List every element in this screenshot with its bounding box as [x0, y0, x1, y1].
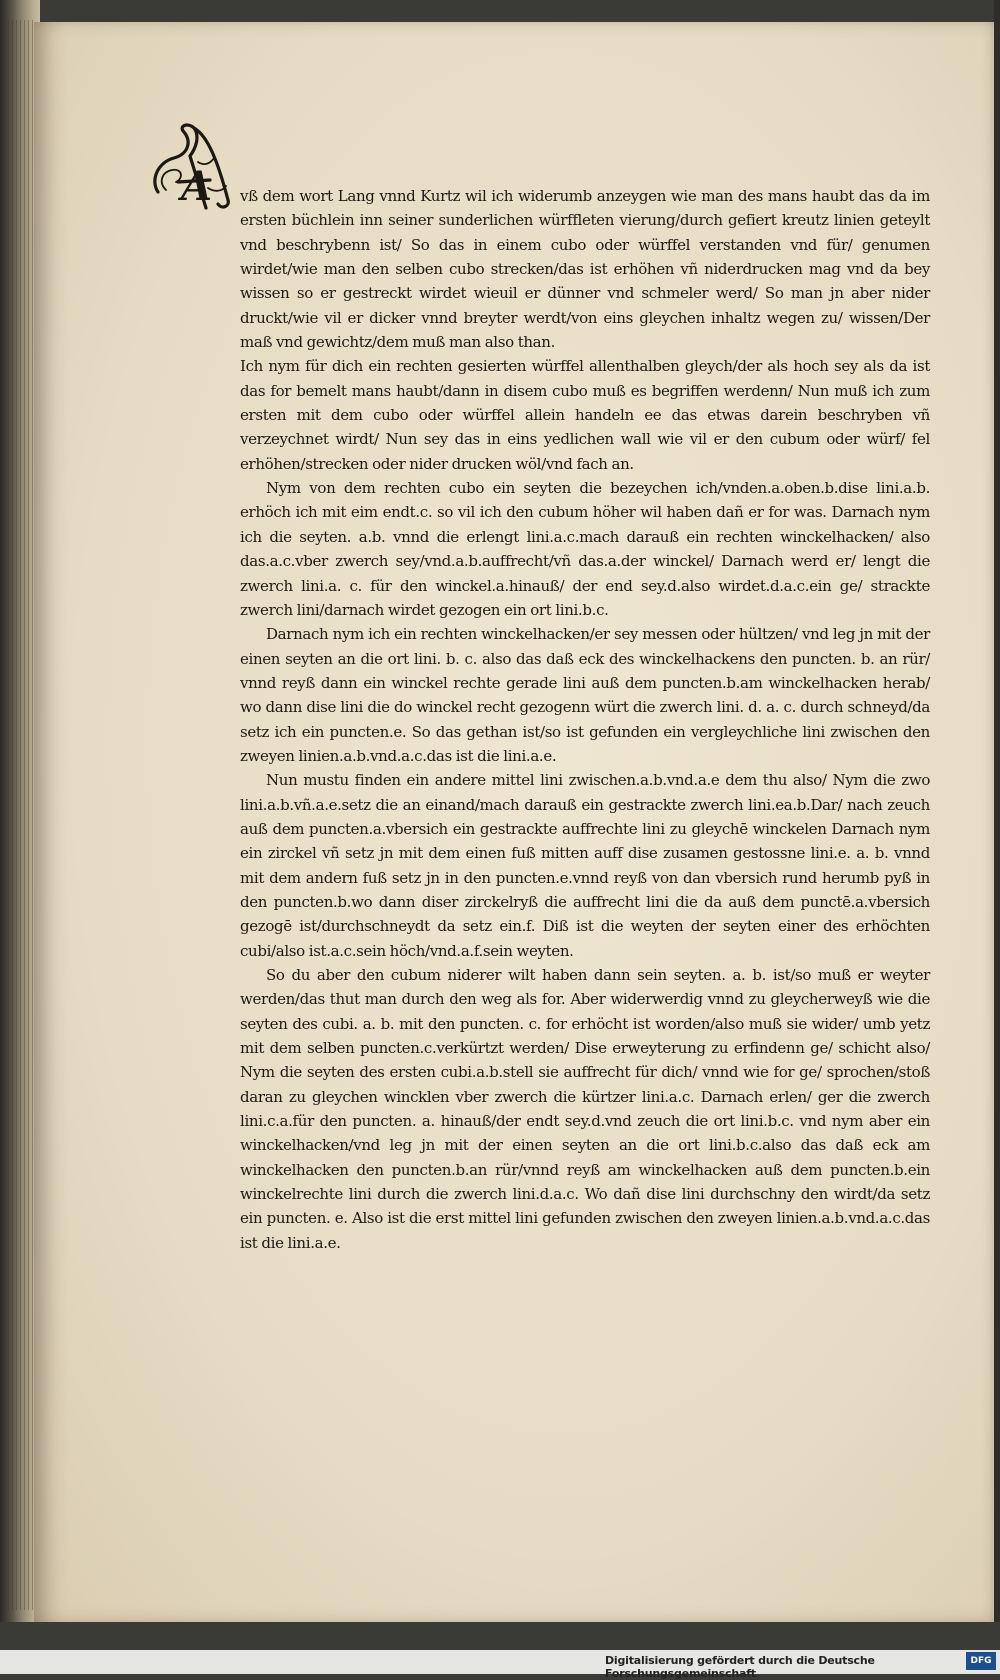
paragraph-5: Nun mustu finden ein andere mittel lini zwischen.a.b.vnd.a.e dem thu also/ Nym die zwo lini.a.b.vñ.a.e.setz die an einand/mach darauß ein gestrackte zwerch lini.ea.b.Dar/ nach zeuch auß dem puncten.a.vbersich ein gestrackte auffrechte lini zu gleychē winckelen Darnach nym ein zirckel vñ setz jn mit dem einen fuß mitten auff dise zusamen gestossne lini.e. a. b. vnnd mit dem andern fuß setz jn in den puncten.e.vnnd reyß von dan vbersich rund herumb pyß in den puncten.b.wo dann diser zirckelryß die auffrecht lini die da auß dem punctē.a.vbersich gezogē ist/durchschneydt da setz ein.f. Diß ist die weyten der seyten einer des erhöchten cubi/also ist.a.c.sein höch/vnd.a.f.sein weyten. [240, 771, 930, 960]
dfg-logo: DFG [966, 1652, 996, 1670]
scan-bottom-border [0, 1622, 1000, 1650]
paragraph-1: vß dem wort Lang vnnd Kurtz wil ich widerumb anzeygen wie man des mans haubt das da im ersten büchlein inn seiner sunderlichen würffleten vierung/durch gefiert kreutz linien geteylt vnd beschrybenn ist/ So das in einem cubo oder würffel verstanden vnd für/ genumen wirdet/wie man den selben cubo strecken/das ist erhöhen vñ niderdrucken mag vnd da bey wissen so er gestreckt wirdet wieuil er dünner vnd schmeler werd/ So man jn aber nider druckt/wie vil er dicker vnnd breyter werdt/von eins gleychen inhaltz wegen zu/ wissen/Der maß vnd gewichtz/dem muß man also than. [240, 187, 930, 352]
paragraph-3: Nym von dem rechten cubo ein seyten die bezeychen ich/vnden.a.oben.b.dise lini.a.b. erhöch ich mit eim endt.c. so vil ich den cubum höher wil haben dañ er for was. Darnach nym ich die seyten. a.b. vnnd die erlengt lini.a.c.mach darauß ein rechten winckelhacken/ also das.a.c.vber zwerch sey/vnd.a.b.auffrecht/vñ das.a.der winckel/ Darnach werd er/ lengt die zwerch lini.a. c. für den winckel.a.hinauß/ der end sey.d.also wirdet.d.a.c.ein ge/ strackte zwerch lini/darnach wirdet gezogen ein ort lini.b.c. [240, 479, 930, 619]
body-text [240, 184, 930, 1255]
funding-credit: Digitalisierung gefördert durch die Deutsche Forschungsgemeinschaft [605, 1654, 875, 1680]
paragraph-6: So du aber den cubum niderer wilt haben dann sein seyten. a. b. ist/so muß er weyter werden/das thut man durch den weg als for. Aber widerwerdig vnnd zu gleycherweyß wie die seyten des cubi. a. b. mit den puncten. c. for erhöcht ist worden/also muß sie wider/ umb yetz mit dem selben puncten.c.verkürtzt werden/ Dise erweyterung zu erfindenn ge/ schicht also/ Nym die seyten des ersten cubi.a.b.stell sie auffrecht für dich/ vnnd wie for ge/ sprochen/stoß daran zu gleychen wincklen vber zwerch die kürtzer lini.a.c. Darnach erlen/ ger die zwerch lini.c.a.für den puncten. a. hinauß/der endt sey.d.vnd zeuch die ort lini.b.c. vnd nym aber ein winckelhacken/vnd leg jn mit der einen seyten an die ort lini.b.c.also das daß eck am winckelhacken den puncten.b.an rür/vnnd reyß am winckelhacken auß dem puncten.b.ein winckelrechte lini durch die zwerch lini.d.a.c. Wo dañ dise lini durchschny den wirdt/da setz ein puncten. e. Also ist die erst mittel lini gefunden zwischen den zweyen linien.a.b.vnd.a.c.das ist die lini.a.e. [240, 966, 930, 1252]
paragraph-2: Ich nym für dich ein rechten gesierten würffel allenthalben gleych/der als hoch sey als da ist das for bemelt mans haubt/dann in disem cubo muß es begriffen werdenn/ Nun muß ich zum ersten mit dem cubo oder würffel allein handeln ee das etwas darein beschryben vñ verzeychnet wirdt/ Nun sey das in eins yedlichen wall wie vil er den cubum oder würf/ fel erhöhen/strecken oder nider drucken wöl/vnd fach an. [240, 357, 930, 473]
paragraph-4: Darnach nym ich ein rechten winckelhacken/er sey messen oder hültzen/ vnd leg jn mit der einen seyten an die ort lini. b. c. also das daß eck des winckelhackens den puncten. b. an rür/ vnnd reyß dann ein winckel rechte gerade lini auß dem puncten.b.am winckelhacken herab/ wo dann dise lini die do winckel recht gezogenn würt die zwerch lini. d. a. c. durch schneyd/da setz ich ein puncten.e. So das gethan ist/so ist gefunden ein vergleychliche lini zwischen den zweyen linien.a.b.vnd.a.c.das ist die lini.a.e. [240, 625, 930, 765]
scan-border [994, 0, 1000, 1674]
decorated-initial-letter [148, 122, 234, 214]
initial-letter-glyph: A [181, 163, 213, 210]
page-stack-lines [8, 20, 34, 1610]
